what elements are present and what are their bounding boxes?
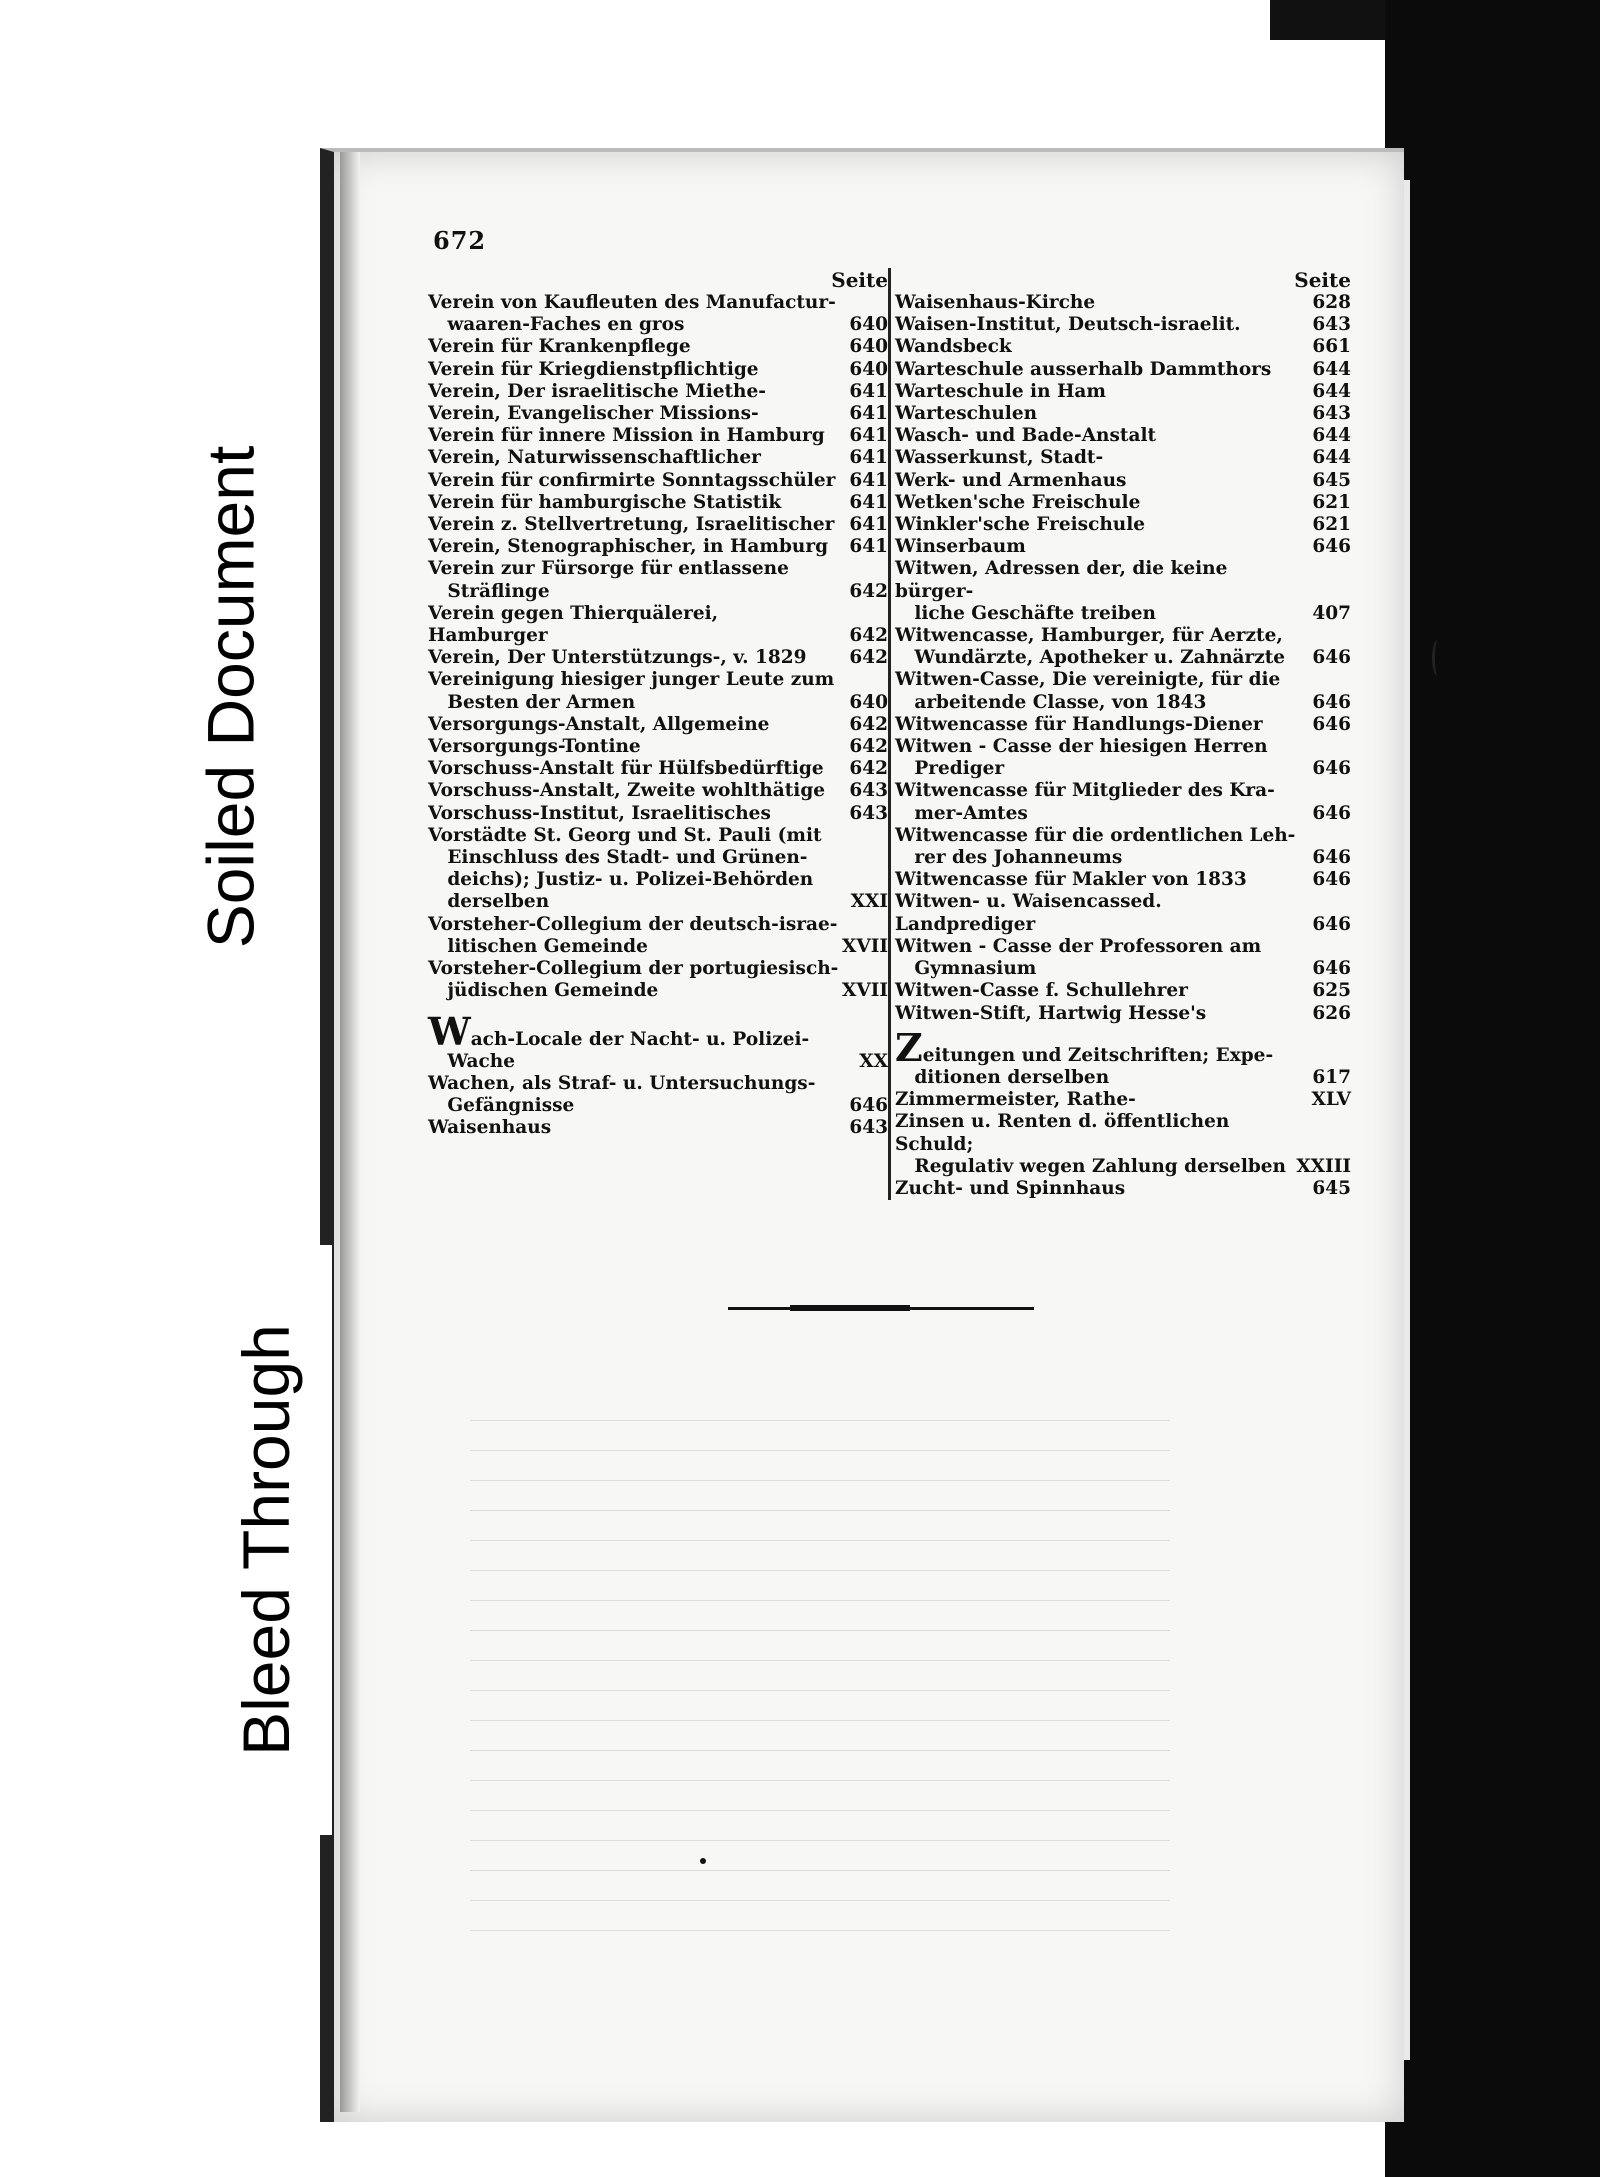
entry-text bbox=[428, 381, 842, 403]
entry-label: Witwen-Casse, Die vereinigte, für die bbox=[895, 669, 1281, 691]
entry-page: 646 bbox=[1312, 913, 1351, 935]
entry-label: Warteschule in Ham bbox=[895, 380, 1106, 402]
index-entry bbox=[428, 958, 888, 980]
entry-text bbox=[895, 292, 1305, 314]
index-entry bbox=[895, 514, 1351, 536]
entry-text bbox=[428, 803, 842, 825]
index-entry bbox=[428, 1073, 888, 1095]
index-column-left bbox=[428, 268, 888, 1140]
entry-text bbox=[895, 958, 1305, 980]
entry-text bbox=[428, 314, 842, 336]
entry-text bbox=[428, 758, 842, 780]
entry-text bbox=[428, 1008, 842, 1054]
entry-text bbox=[428, 847, 842, 869]
index-entry bbox=[895, 980, 1351, 1002]
entry-text-rest: ach-Locale der Nacht- u. Polizei- bbox=[470, 1028, 810, 1050]
entry-page: 642 bbox=[849, 647, 888, 669]
entry-page: 641 bbox=[849, 536, 888, 558]
entry-page: 641 bbox=[849, 447, 888, 469]
entry-label: arbeitende Classe, von 1843 bbox=[895, 691, 1207, 713]
index-entry bbox=[895, 336, 1351, 358]
entry-label: Verein gegen Thierquälerei, Hamburger bbox=[428, 602, 725, 647]
entry-label: Waisenhaus bbox=[428, 1117, 552, 1139]
entry-page: 646 bbox=[1312, 647, 1351, 669]
entry-label: Verein zur Fürsorge für entlassene bbox=[428, 558, 789, 580]
entry-label: Witwencasse für Handlungs-Diener bbox=[895, 713, 1263, 735]
entry-label: Wasserkunst, Stadt- bbox=[895, 447, 1104, 469]
entry-page: 646 bbox=[1312, 713, 1351, 735]
entry-text bbox=[428, 603, 842, 647]
entry-page: 646 bbox=[1312, 958, 1351, 980]
page-gutter-shadow bbox=[340, 152, 360, 2112]
entry-text bbox=[895, 314, 1305, 336]
entry-text bbox=[895, 736, 1305, 758]
index-entry bbox=[428, 425, 888, 447]
entry-text bbox=[895, 780, 1305, 802]
entry-page: 625 bbox=[1312, 980, 1351, 1002]
entry-label: Waisen-Institut, Deutsch-israelit. bbox=[895, 314, 1241, 336]
entry-label: Witwencasse, Hamburger, für Aerzte, bbox=[895, 625, 1283, 647]
entry-page: 646 bbox=[849, 1095, 888, 1117]
entry-page: 643 bbox=[849, 780, 888, 802]
entry-page: 640 bbox=[849, 691, 888, 713]
entry-label: Gymnasium bbox=[895, 958, 1037, 980]
index-entry bbox=[895, 1067, 1351, 1089]
entry-page: 644 bbox=[1312, 425, 1351, 447]
column-header-seite: Seite bbox=[1294, 268, 1351, 292]
index-entry bbox=[895, 403, 1351, 425]
entry-text bbox=[895, 891, 1305, 935]
entry-label: Vereinigung hiesiger junger Leute zum bbox=[428, 669, 835, 691]
entry-text bbox=[895, 625, 1305, 647]
entry-text bbox=[895, 1003, 1305, 1025]
entry-text bbox=[895, 403, 1305, 425]
entry-label: Waisenhaus-Kirche bbox=[895, 292, 1096, 313]
index-entry bbox=[895, 803, 1351, 825]
index-entries-w-section bbox=[428, 1008, 888, 1140]
entry-label: Witwen, Adressen der, die keine bürger- bbox=[895, 558, 1234, 602]
index-entry bbox=[428, 1095, 888, 1117]
entry-label: Witwencasse für Mitglieder des Kra- bbox=[895, 780, 1275, 802]
index-entry bbox=[428, 669, 888, 691]
index-entry bbox=[895, 359, 1351, 381]
entry-label: Witwen-Casse f. Schullehrer bbox=[895, 980, 1188, 1002]
entry-text bbox=[428, 936, 836, 958]
entry-page: 646 bbox=[1312, 847, 1351, 869]
index-entry bbox=[895, 1111, 1351, 1155]
entry-text bbox=[895, 1111, 1305, 1155]
index-entry bbox=[428, 492, 888, 514]
index-entry bbox=[428, 736, 888, 758]
page-number: 672 bbox=[433, 226, 487, 255]
initial-capital: W bbox=[428, 1008, 471, 1054]
entry-label: Wetken'sche Freischule bbox=[895, 491, 1141, 513]
entry-label: mer-Amtes bbox=[895, 802, 1028, 824]
index-entry bbox=[895, 669, 1351, 691]
index-entry bbox=[428, 758, 888, 780]
entry-text bbox=[428, 292, 842, 314]
entry-label: Verein, Der Unterstützungs-, v. 1829 bbox=[428, 647, 807, 669]
entry-label: litischen Gemeinde bbox=[428, 935, 648, 957]
entry-label: Vorschuss-Institut, Israelitisches bbox=[428, 802, 771, 824]
index-entry bbox=[428, 936, 888, 958]
index-entry bbox=[895, 492, 1351, 514]
film-edge-right bbox=[1385, 0, 1600, 2177]
index-entry bbox=[428, 447, 888, 469]
entry-text bbox=[895, 692, 1305, 714]
index-entry bbox=[895, 825, 1351, 847]
entry-page: XLV bbox=[1311, 1089, 1351, 1111]
index-entry bbox=[895, 869, 1351, 891]
bleed-through-text bbox=[470, 1400, 1170, 1960]
entry-page: 643 bbox=[849, 1117, 888, 1139]
entry-text bbox=[428, 958, 842, 980]
entry-label: Verein von Kaufleuten des Manufactur- bbox=[428, 292, 836, 313]
entry-text bbox=[428, 914, 842, 936]
index-entry bbox=[428, 381, 888, 403]
entry-label: Einschluss des Stadt- und Grünen- bbox=[428, 847, 808, 869]
index-entry bbox=[895, 736, 1351, 758]
entry-page: 644 bbox=[1312, 380, 1351, 402]
column-header-seite: Seite bbox=[831, 268, 888, 292]
entry-label: Zucht- und Spinnhaus bbox=[895, 1177, 1126, 1199]
film-edge-top bbox=[1270, 0, 1400, 40]
index-entry bbox=[428, 714, 888, 736]
entry-label: Witwen- u. Waisencassed. Landprediger bbox=[895, 891, 1169, 935]
entry-page: 644 bbox=[1312, 358, 1351, 380]
entry-label: Wundärzte, Apotheker u. Zahnärzte bbox=[895, 647, 1286, 669]
index-entry bbox=[895, 1024, 1351, 1070]
entry-text bbox=[428, 669, 842, 691]
entry-label: Verein, Naturwissenschaftlicher bbox=[428, 447, 761, 469]
index-entry bbox=[428, 914, 888, 936]
entry-text bbox=[895, 1024, 1305, 1070]
ink-spot bbox=[700, 1858, 706, 1864]
index-entry bbox=[895, 1003, 1351, 1025]
entry-label: derselben bbox=[428, 891, 550, 913]
index-entry bbox=[895, 958, 1351, 980]
index-entries-z-section bbox=[895, 1024, 1351, 1200]
index-entry bbox=[895, 603, 1351, 625]
entry-page: 617 bbox=[1312, 1066, 1351, 1088]
entry-text bbox=[895, 847, 1305, 869]
entry-page: 644 bbox=[1312, 447, 1351, 469]
entry-label: Warteschule ausserhalb Dammthors bbox=[895, 358, 1272, 380]
entry-label: Gefängnisse bbox=[428, 1095, 575, 1117]
index-entry bbox=[428, 314, 888, 336]
index-entries-right bbox=[895, 292, 1351, 1025]
entry-text bbox=[428, 825, 842, 847]
entry-text bbox=[895, 936, 1305, 958]
index-entry bbox=[895, 1178, 1351, 1200]
index-entry bbox=[428, 1051, 888, 1073]
entry-page: XX bbox=[859, 1050, 888, 1072]
entry-text bbox=[428, 869, 842, 891]
entry-text bbox=[895, 825, 1305, 847]
entry-label: Vorstädte St. Georg und St. Pauli (mit bbox=[428, 824, 822, 846]
entry-label: liche Geschäfte treiben bbox=[895, 602, 1156, 624]
entry-label: Verein, Evangelischer Missions- bbox=[428, 403, 759, 425]
entry-text bbox=[895, 714, 1305, 736]
entry-text bbox=[428, 581, 842, 603]
entry-page: 642 bbox=[849, 736, 888, 758]
index-entry bbox=[895, 314, 1351, 336]
entry-text bbox=[428, 1073, 842, 1095]
entry-label: jüdischen Gemeinde bbox=[428, 980, 659, 1002]
entry-label: Verein für confirmirte Sonntagsschüler bbox=[428, 469, 836, 491]
index-entry bbox=[895, 780, 1351, 802]
entry-page: 642 bbox=[849, 580, 888, 602]
entry-text bbox=[895, 558, 1305, 602]
entry-label: Verein für innere Mission in Hamburg bbox=[428, 425, 825, 447]
entry-label: Wandsbeck bbox=[895, 336, 1012, 358]
entry-text bbox=[895, 758, 1305, 780]
entry-label: Vorsteher-Collegium der deutsch-israe- bbox=[428, 913, 838, 935]
index-entry bbox=[895, 936, 1351, 958]
entry-text bbox=[428, 514, 842, 536]
entry-label: Zimmermeister, Rathe- bbox=[895, 1089, 1136, 1111]
entry-page: 646 bbox=[1312, 691, 1351, 713]
entry-text bbox=[428, 536, 842, 558]
entry-text bbox=[895, 603, 1305, 625]
entry-text bbox=[895, 1156, 1290, 1178]
entry-page: 621 bbox=[1312, 491, 1351, 513]
initial-capital: Z bbox=[895, 1024, 923, 1070]
entry-text bbox=[428, 492, 842, 514]
entry-text bbox=[428, 558, 842, 580]
entry-page: 641 bbox=[849, 403, 888, 425]
entry-page: 641 bbox=[849, 469, 888, 491]
entry-label: ditionen derselben bbox=[895, 1066, 1110, 1088]
entry-text bbox=[895, 425, 1305, 447]
entry-page: 646 bbox=[1312, 869, 1351, 891]
index-entry bbox=[895, 425, 1351, 447]
soiled-document-label-text: Soiled Document bbox=[193, 445, 268, 949]
index-entry bbox=[895, 1156, 1351, 1178]
index-entry bbox=[428, 780, 888, 802]
entry-page: 643 bbox=[1312, 403, 1351, 425]
index-entry bbox=[428, 1008, 888, 1054]
index-entry bbox=[895, 558, 1351, 602]
entry-page: 641 bbox=[849, 380, 888, 402]
index-entry bbox=[895, 692, 1351, 714]
entry-text bbox=[428, 336, 842, 358]
index-entries-left bbox=[428, 292, 888, 1003]
entry-page: 646 bbox=[1312, 802, 1351, 824]
entry-label: Wache bbox=[428, 1050, 515, 1072]
index-entry bbox=[895, 470, 1351, 492]
index-entry bbox=[895, 292, 1351, 314]
entry-page: 407 bbox=[1312, 602, 1351, 624]
entry-page: 643 bbox=[1312, 314, 1351, 336]
entry-text bbox=[895, 803, 1305, 825]
entry-page: 641 bbox=[849, 514, 888, 536]
entry-text bbox=[895, 447, 1305, 469]
entry-label: Regulativ wegen Zahlung derselben bbox=[895, 1155, 1286, 1177]
entry-text bbox=[428, 980, 836, 1002]
entry-text bbox=[428, 359, 842, 381]
index-entry bbox=[428, 869, 888, 891]
entry-label: Vorschuss-Anstalt, Zweite wohlthätige bbox=[428, 780, 826, 802]
bleed-through-label-text: Bleed Through bbox=[229, 1324, 303, 1756]
entry-page: XXIII bbox=[1296, 1155, 1351, 1177]
entry-text bbox=[895, 1067, 1305, 1089]
soiled-document-label bbox=[160, 404, 300, 990]
index-entry bbox=[428, 558, 888, 580]
entry-text bbox=[895, 470, 1305, 492]
entry-page: 642 bbox=[849, 713, 888, 735]
entry-label: Wasch- und Bade-Anstalt bbox=[895, 425, 1157, 447]
index-entry bbox=[428, 603, 888, 647]
entry-label: rer des Johanneums bbox=[895, 847, 1123, 869]
entry-label: Winserbaum bbox=[895, 536, 1026, 558]
index-column-right bbox=[888, 268, 1351, 1200]
entry-text bbox=[428, 780, 842, 802]
index-entry bbox=[895, 714, 1351, 736]
entry-label: Warteschulen bbox=[895, 403, 1038, 425]
entry-text bbox=[428, 1117, 842, 1139]
entry-page: 646 bbox=[1312, 758, 1351, 780]
entry-label: deichs); Justiz- u. Polizei-Behörden bbox=[428, 869, 814, 891]
entry-page: 640 bbox=[849, 358, 888, 380]
entry-label: Witwen - Casse der hiesigen Herren bbox=[895, 736, 1268, 758]
entry-label: Prediger bbox=[895, 758, 1005, 780]
index-entry bbox=[428, 536, 888, 558]
entry-text bbox=[895, 336, 1305, 358]
entry-label: Witwen-Stift, Hartwig Hesse's bbox=[895, 1002, 1207, 1024]
end-rule-thick bbox=[790, 1305, 910, 1311]
entry-label: waaren-Faches en gros bbox=[428, 314, 685, 336]
index-entry bbox=[895, 847, 1351, 869]
entry-page: 645 bbox=[1312, 469, 1351, 491]
entry-text bbox=[895, 647, 1305, 669]
entry-page: 641 bbox=[849, 491, 888, 513]
entry-text bbox=[428, 447, 842, 469]
entry-label: Vorsteher-Collegium der portugiesisch- bbox=[428, 958, 839, 980]
entry-label: Verein für hamburgische Statistik bbox=[428, 491, 782, 513]
entry-page: XVII bbox=[841, 935, 888, 957]
entry-label: Zinsen u. Renten d. öffentlichen Schuld; bbox=[895, 1111, 1236, 1155]
index-entry bbox=[428, 647, 888, 669]
index-entry bbox=[895, 647, 1351, 669]
entry-text bbox=[895, 1178, 1305, 1200]
entry-page: 621 bbox=[1312, 514, 1351, 536]
index-entry bbox=[428, 403, 888, 425]
entry-label: Witwencasse für die ordentlichen Leh- bbox=[895, 824, 1296, 846]
entry-text bbox=[428, 647, 842, 669]
index-entry bbox=[428, 825, 888, 847]
entry-text bbox=[428, 1095, 842, 1117]
entry-label: Winkler'sche Freischule bbox=[895, 514, 1146, 536]
entry-text bbox=[428, 714, 842, 736]
entry-page: 626 bbox=[1312, 1002, 1351, 1024]
index-entry bbox=[428, 847, 888, 869]
entry-text bbox=[428, 736, 842, 758]
entry-page: 628 bbox=[1312, 292, 1351, 313]
entry-text bbox=[428, 891, 842, 913]
index-entry bbox=[428, 581, 888, 603]
index-entry bbox=[895, 447, 1351, 469]
entry-label: Verein für Krankenpflege bbox=[428, 336, 691, 358]
index-entry bbox=[895, 625, 1351, 647]
entry-label: Versorgungs-Anstalt, Allgemeine bbox=[428, 713, 770, 735]
entry-label: Verein für Kriegdienstpflichtige bbox=[428, 358, 759, 380]
entry-label: Sträflinge bbox=[428, 580, 550, 602]
margin-mark bbox=[1432, 640, 1443, 676]
index-entry bbox=[428, 514, 888, 536]
index-entry bbox=[428, 336, 888, 358]
entry-text bbox=[895, 536, 1305, 558]
index-entry bbox=[428, 359, 888, 381]
index-entry bbox=[895, 891, 1351, 935]
entry-page: 661 bbox=[1312, 336, 1351, 358]
entry-text bbox=[428, 425, 842, 447]
entry-page: 641 bbox=[849, 425, 888, 447]
entry-label: Witwen - Casse der Professoren am bbox=[895, 935, 1262, 957]
entry-label: Witwencasse für Makler von 1833 bbox=[895, 869, 1247, 891]
index-entry bbox=[428, 1117, 888, 1139]
entry-label: Verein, Der israelitische Miethe- bbox=[428, 380, 766, 402]
entry-text bbox=[895, 514, 1305, 536]
index-entry bbox=[895, 381, 1351, 403]
index-entry bbox=[428, 692, 888, 714]
entry-label: Wachen, als Straf- u. Untersuchungs- bbox=[428, 1072, 816, 1094]
index-entry bbox=[428, 292, 888, 314]
entry-text bbox=[895, 359, 1305, 381]
entry-page: 643 bbox=[849, 802, 888, 824]
index-entry bbox=[895, 758, 1351, 780]
entry-label: Vorschuss-Anstalt für Hülfsbedürftige bbox=[428, 758, 824, 780]
entry-text bbox=[895, 980, 1305, 1002]
entry-text bbox=[895, 869, 1305, 891]
entry-text bbox=[428, 692, 842, 714]
entry-text bbox=[895, 1089, 1305, 1111]
entry-page: 642 bbox=[849, 625, 888, 647]
index-entry bbox=[895, 1089, 1351, 1111]
entry-label: Werk- und Armenhaus bbox=[895, 469, 1127, 491]
entry-text bbox=[428, 1051, 842, 1073]
entry-text bbox=[428, 470, 842, 492]
index-entry bbox=[428, 470, 888, 492]
entry-label: Verein, Stenographischer, in Hamburg bbox=[428, 536, 829, 558]
entry-text bbox=[428, 403, 842, 425]
entry-page: XXI bbox=[850, 891, 888, 913]
index-entry bbox=[428, 980, 888, 1002]
entry-page: 642 bbox=[849, 758, 888, 780]
entry-page: 646 bbox=[1312, 536, 1351, 558]
bleed-through-label bbox=[200, 1245, 332, 1835]
entry-page: XVII bbox=[841, 980, 888, 1002]
entry-page: 645 bbox=[1312, 1177, 1351, 1199]
index-entry bbox=[428, 891, 888, 913]
entry-text bbox=[895, 381, 1305, 403]
entry-label: Versorgungs-Tontine bbox=[428, 736, 641, 758]
entry-text-rest: eitungen und Zeitschriften; Expe- bbox=[922, 1044, 1274, 1066]
index-entry bbox=[895, 536, 1351, 558]
entry-page: 640 bbox=[849, 336, 888, 358]
entry-text bbox=[895, 669, 1305, 691]
entry-label: Verein z. Stellvertretung, Israelitischer bbox=[428, 514, 835, 536]
index-entry bbox=[428, 803, 888, 825]
entry-page: 640 bbox=[849, 314, 888, 336]
entry-label: Besten der Armen bbox=[428, 691, 636, 713]
entry-text bbox=[895, 492, 1305, 514]
